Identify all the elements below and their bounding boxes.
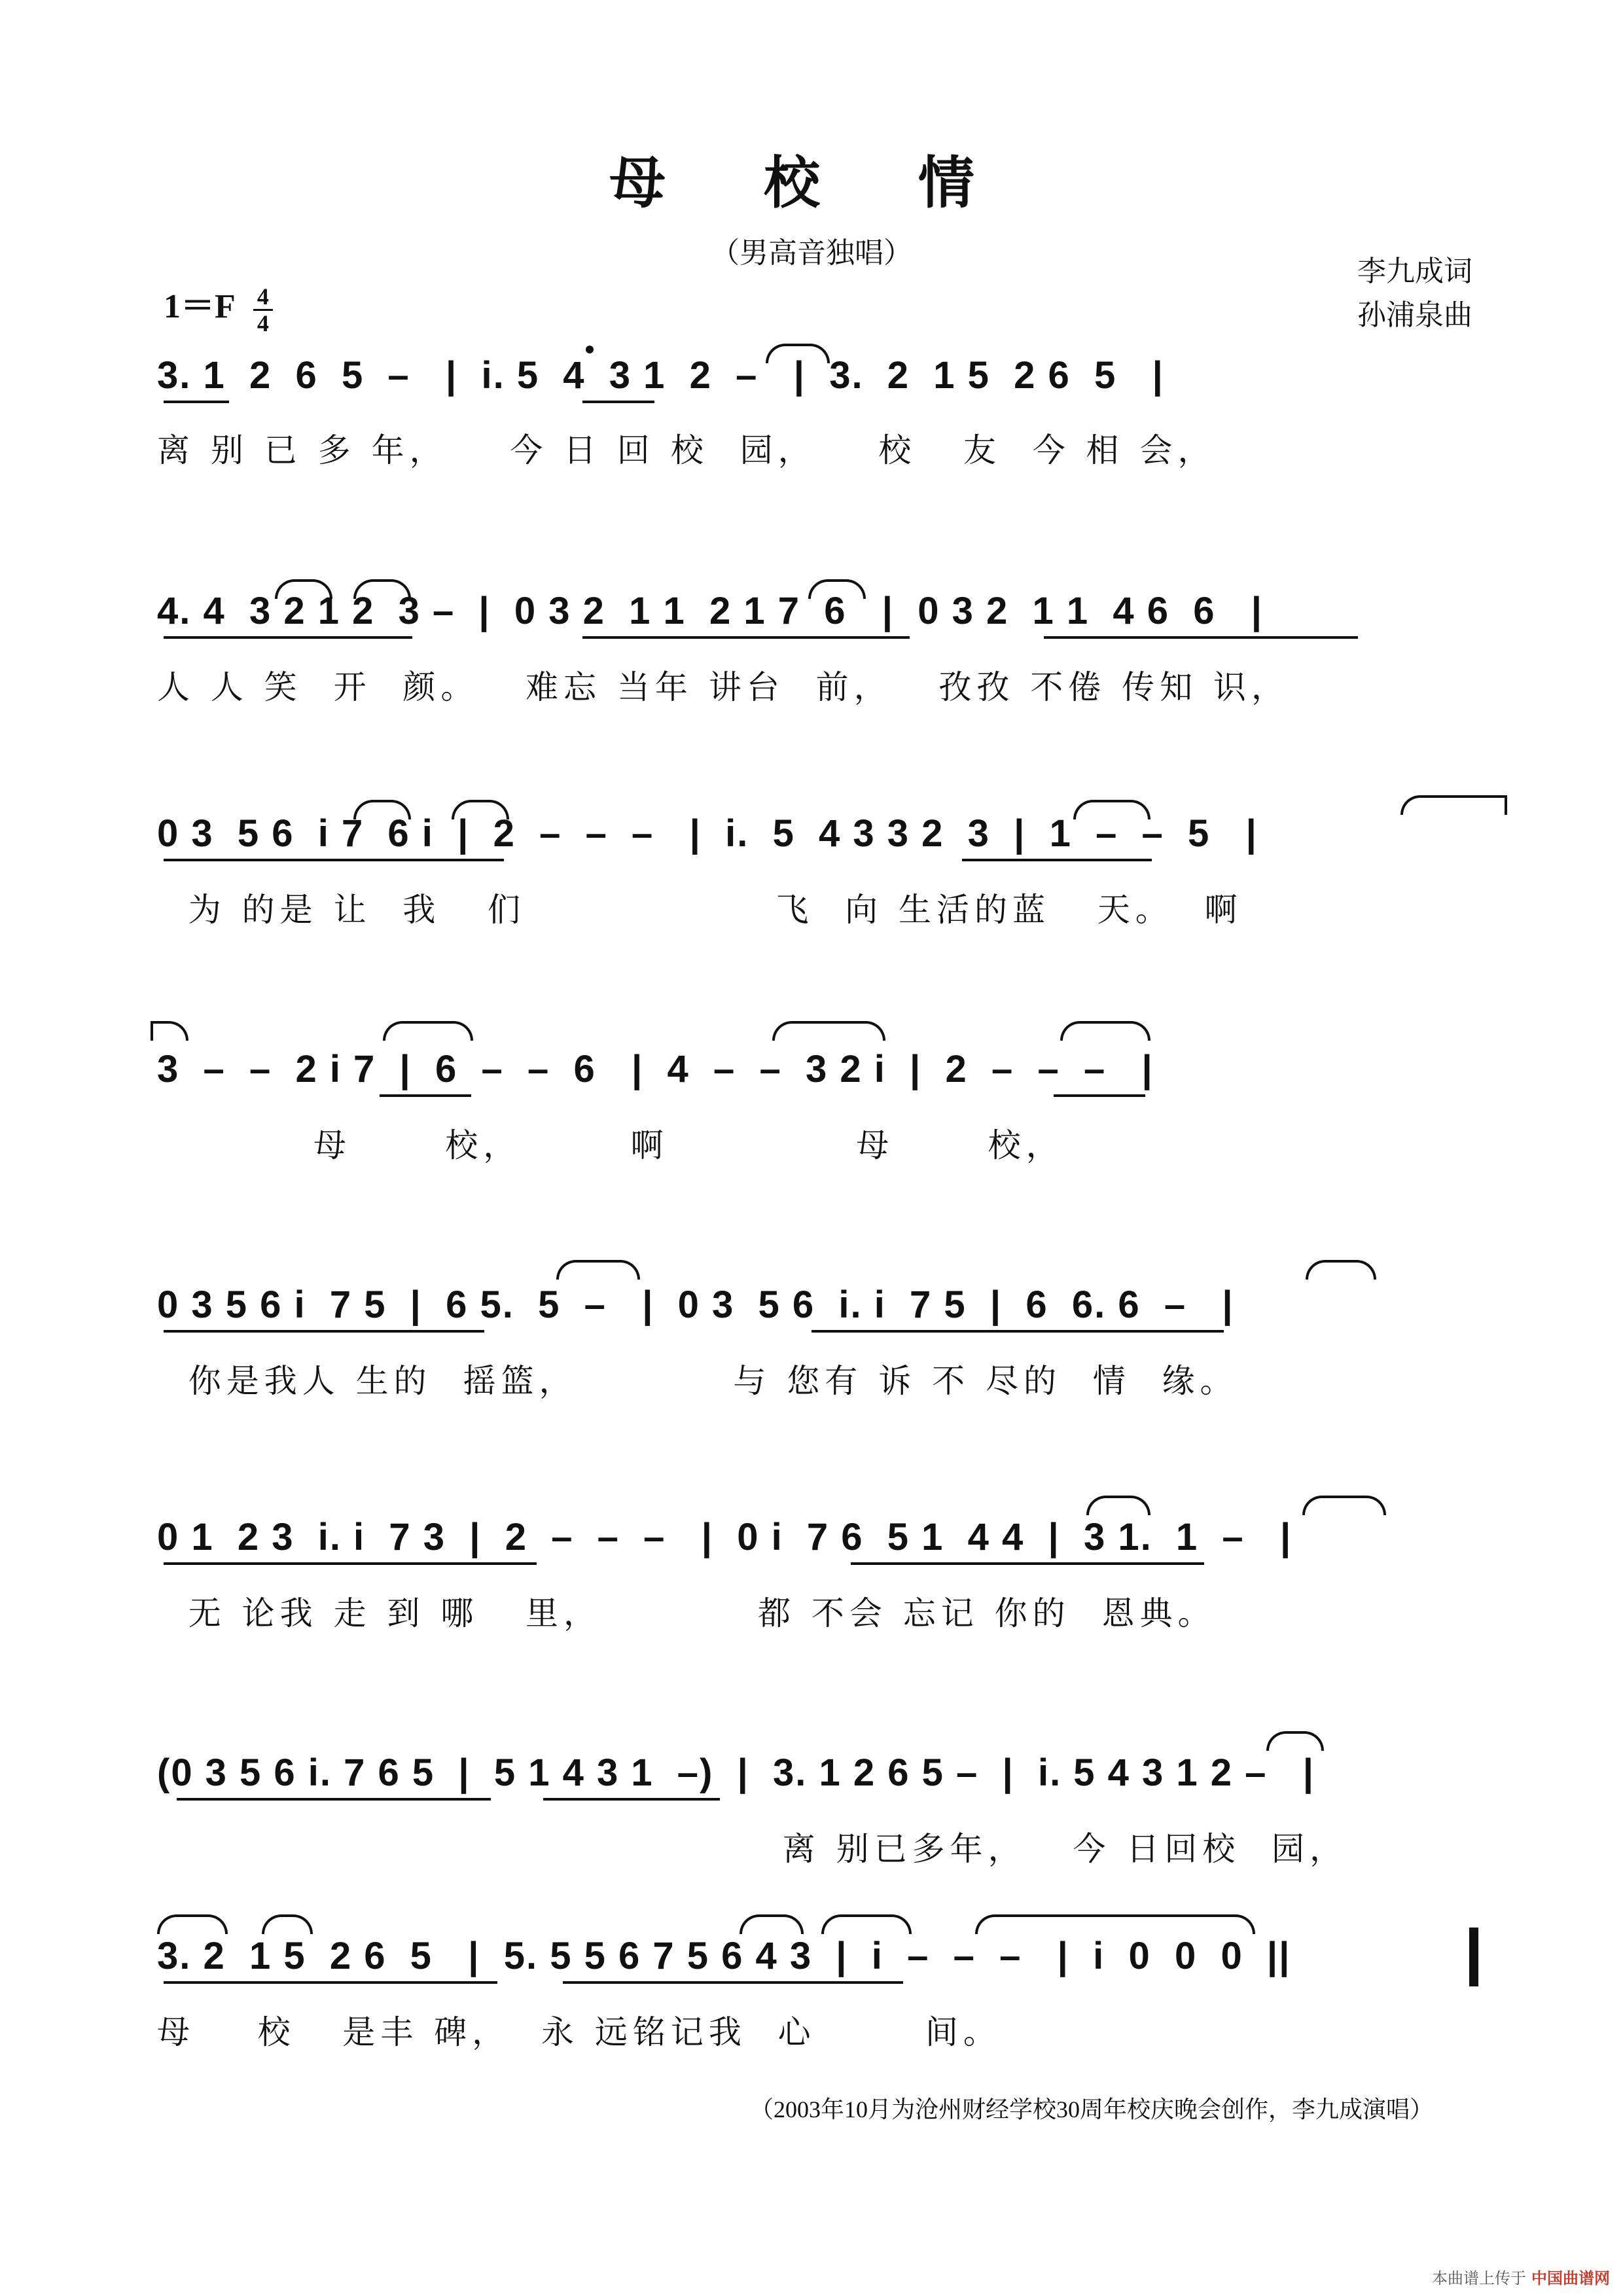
slur-3c — [1073, 800, 1150, 819]
lyric-line-8: 母 校 是丰 碑， 永 远铭记我 心 间。 — [157, 2013, 1001, 2051]
composition-note: （2003年10月为沧州财经学校30周年校庆晚会创作，李九成演唱） — [749, 2096, 1433, 2123]
lyric-line-2: 人 人 笑 开 颜。 难忘 当年 讲台 前， 孜孜 不倦 传知 识， — [157, 668, 1289, 706]
score-line-3: 0 3 5 6 i 7 6 i | 2 – – – | i. 5 4 3 3 2 3 | 1 – – 5 | — [157, 812, 1258, 855]
lyric-line-5: 你是我人 生的 摇篮， 与 您有 诉 不 尽的 情 缘。 — [157, 1362, 1238, 1400]
slur-4d — [1060, 1021, 1150, 1041]
lyric-line-7: 离 别已多年， 今 日回校 园， — [157, 1830, 1347, 1868]
slur-5b — [1306, 1260, 1376, 1280]
slur-5a — [556, 1260, 640, 1280]
slur-8d — [821, 1914, 912, 1934]
underline-1b — [582, 401, 654, 403]
underline-1a — [164, 401, 229, 403]
underline-4b — [1054, 1094, 1145, 1097]
underline-7b — [543, 1798, 720, 1801]
high-dot-1a — [586, 346, 594, 353]
slur-8a — [157, 1914, 228, 1934]
meter-top: 4 — [257, 283, 269, 310]
score-line-6: 0 1 2 3 i. i 7 3 | 2 – – – | 0 i 7 6 5 1 4 4 | 3 1. 1 – | — [157, 1516, 1293, 1558]
slur-1a — [766, 344, 830, 363]
slur-4c — [772, 1021, 885, 1041]
underline-2b — [582, 636, 910, 639]
slur-4a — [151, 1021, 188, 1041]
lyric-line-4: 母 校， 啊 母 校， — [157, 1126, 1064, 1164]
lyricist-credit: 李九成词 — [1357, 255, 1472, 288]
slur-8e — [975, 1914, 1255, 1934]
watermark-text: 本曲谱上传于 — [1432, 2269, 1526, 2287]
lyric-line-6: 无 论我 走 到 哪 里， 都 不会 忘记 你的 恩典。 — [157, 1594, 1216, 1632]
underline-5a — [164, 1330, 484, 1333]
song-title: 母 校 情 — [609, 150, 1014, 216]
slur-2c — [808, 579, 866, 599]
underline-8b — [563, 1981, 903, 1984]
slur-2a — [275, 579, 332, 599]
meter-bottom: 4 — [257, 310, 269, 336]
underline-8a — [164, 1981, 497, 1984]
composer-credit: 孙浦泉曲 — [1357, 298, 1472, 332]
slur-3b — [452, 800, 509, 819]
slur-8c — [740, 1914, 804, 1934]
underline-7a — [177, 1798, 491, 1801]
score-line-2: 4. 4 3 2 1 2 3 – | 0 3 2 1 1 2 1 7 6 | 0 3 2 1 1 4 6 6 | — [157, 590, 1264, 632]
time-signature — [253, 284, 273, 336]
underline-4a — [380, 1094, 471, 1097]
underline-6a — [164, 1562, 537, 1565]
key-signature — [164, 278, 273, 336]
underline-6b — [851, 1562, 1204, 1565]
slur-2b — [353, 579, 411, 599]
underline-5b — [812, 1330, 1224, 1333]
final-barline — [1469, 1928, 1478, 1986]
score-line-5: 0 3 5 6 i 7 5 | 6 5. 5 – | 0 3 5 6 i. i 7 5 | 6 6. 6 – | — [157, 1283, 1234, 1326]
score-line-7: (0 3 5 6 i. 7 6 5 | 5 1 4 3 1 –) | 3. 1 2 6 5 – | i. 5 4 3 1 2 – | — [157, 1751, 1315, 1794]
slur-6b — [1302, 1496, 1386, 1515]
slur-4b — [383, 1021, 473, 1041]
site-logo: 中国曲谱网 — [1531, 2269, 1610, 2287]
watermark — [1432, 2265, 1610, 2288]
score-line-4: 3 – – 2 i 7 | 6 – – 6 | 4 – – 3 2 i | 2 – – – | — [157, 1048, 1154, 1090]
song-subtitle: （男高音独唱） — [711, 236, 912, 270]
underline-2c — [1044, 636, 1358, 639]
slur-6a — [1086, 1496, 1150, 1515]
underline-3a — [164, 859, 504, 861]
slur-7a — [1266, 1731, 1324, 1751]
score-line-1: 3. 1 2 6 5 – | i. 5 4 3 1 2 – | 3. 2 1 5 2 6 5 | — [157, 354, 1164, 397]
underline-2a — [164, 636, 412, 639]
key-label: 1＝F — [164, 288, 234, 325]
slur-3d — [1400, 795, 1507, 815]
slur-8b — [262, 1914, 313, 1934]
score-line-8: 3. 2 1 5 2 6 5 | 5. 5 5 6 7 5 6 4 3 | i – – – | i 0 0 0 || — [157, 1935, 1291, 1977]
underline-3b — [962, 859, 1152, 861]
lyric-line-3: 为 的是 让 我 们 飞 向 生活的蓝 天。 啊 — [157, 891, 1243, 929]
lyric-line-1: 离 别 已 多 年， 今 日 回 校 园， 校 友 今 相 会， — [157, 431, 1216, 469]
slur-3a — [353, 800, 411, 819]
